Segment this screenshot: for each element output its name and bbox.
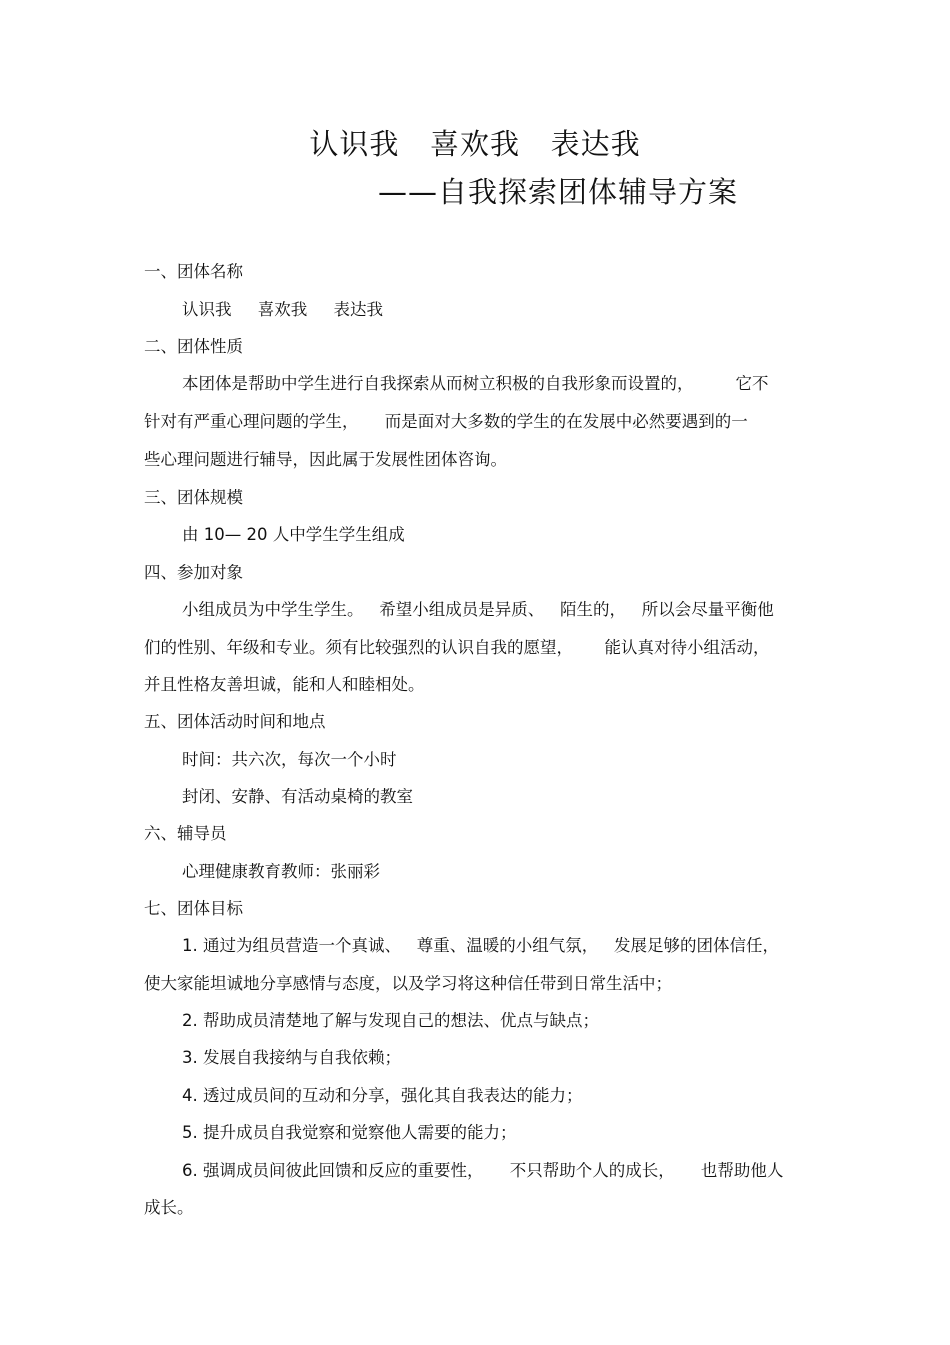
paragraph-line: 3. 发展自我接纳与自我依赖；	[182, 1048, 401, 1067]
paragraph-line: 们的性别、年级和专业。须有比较强烈的认识自我的愿望， 能认真对待小组活动，	[144, 638, 770, 657]
section-heading: 三、团体规模	[144, 488, 243, 507]
paragraph-line: 由 10— 20 人中学生学生组成	[182, 525, 405, 544]
paragraph-line: 使大家能坦诚地分享感情与态度，以及学习将这种信任带到日常生活中；	[144, 974, 672, 993]
section-heading: 六、辅导员	[144, 824, 227, 843]
paragraph-line: 5. 提升成员自我觉察和觉察他人需要的能力；	[182, 1123, 517, 1142]
section-heading: 七、团体目标	[144, 899, 243, 918]
paragraph-line: 封闭、安静、有活动桌椅的教室	[182, 787, 413, 806]
paragraph-line: 心理健康教育教师：张丽彩	[182, 862, 380, 881]
section-heading: 五、团体活动时间和地点	[144, 712, 326, 731]
section-heading: 二、团体性质	[144, 337, 243, 356]
paragraph-line: 小组成员为中学生学生。 希望小组成员是异质、 陌生的， 所以会尽量平衡他	[182, 600, 774, 619]
document-subtitle: ——自我探索团体辅导方案	[378, 175, 739, 209]
paragraph-line: 时间：共六次，每次一个小时	[182, 750, 397, 769]
paragraph-line: 本团体是帮助中学生进行自我探索从而树立积极的自我形象而设置的， 它不	[182, 374, 769, 393]
section-heading: 一、团体名称	[144, 262, 243, 281]
paragraph-line: 1. 通过为组员营造一个真诚、 尊重、温暖的小组气氛， 发展足够的团体信任，	[182, 936, 779, 955]
document-title: 认识我 喜欢我 表达我	[309, 127, 641, 161]
section-heading: 四、参加对象	[144, 563, 243, 582]
paragraph-line: 认识我 喜欢我 表达我	[182, 300, 383, 319]
paragraph-line: 4. 透过成员间的互动和分享，强化其自我表达的能力；	[182, 1086, 583, 1105]
paragraph-line: 成长。	[144, 1198, 194, 1217]
paragraph-line: 针对有严重心理问题的学生， 而是面对大多数的学生的在发展中必然要遇到的一	[144, 412, 748, 431]
paragraph-line: 并且性格友善坦诚，能和人和睦相处。	[144, 675, 425, 694]
paragraph-line: 6. 强调成员间彼此回馈和反应的重要性， 不只帮助个人的成长， 也帮助他人	[182, 1161, 784, 1180]
paragraph-line: 些心理问题进行辅导，因此属于发展性团体咨询。	[144, 450, 507, 469]
paragraph-line: 2. 帮助成员清楚地了解与发现自己的想法、优点与缺点；	[182, 1011, 599, 1030]
